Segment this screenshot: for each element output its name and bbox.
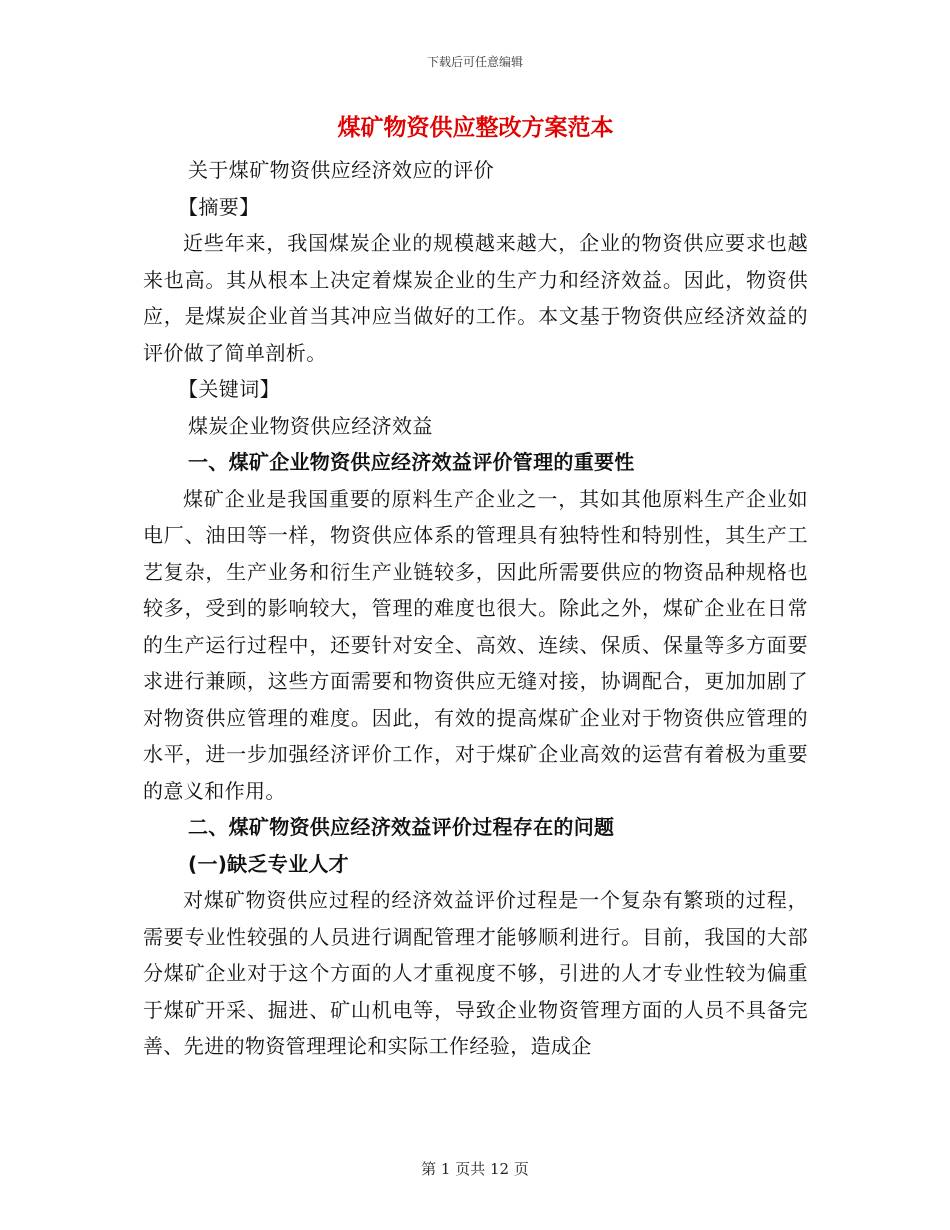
abstract-text: 近些年来，我国煤炭企业的规模越来越大，企业的物资供应要求也越来也高。其从根本上决定着煤炭企业的生产力和经济效益。因此，物资供应，是煤炭企业首当其冲应当做好的工作。本文基于物资供应经济效益的评价做了简单剖析。	[143, 231, 808, 365]
abstract-label	[143, 189, 808, 226]
abstract-label-text: 【摘要】	[178, 194, 260, 219]
section1-text: 煤矿企业是我国重要的原料生产企业之一，其如其他原料生产企业如电厂、油田等一样，物资供应体系的管理具有独特性和特别性，其生产工艺复杂，生产业务和衍生产业链较多，因此所需要供应的物资品种规格也较多，受到的影响较大，管理的难度也很大。除此之外，煤矿企业在日常的生产运行过程中，还要针对安全、高效、连续、保质、保量等多方面要求进行兼顾，这些方面需要和物资供应无缝对接，协调配合，更加加剧了对物资供应管理的难度。因此，有效的提高煤矿企业对于物资供应管理的水平，进一步加强经济评价工作，对于煤矿企业高效的运营有着极为重要的意义和作用。	[143, 486, 808, 803]
document-subtitle: 关于煤矿物资供应经济效应的评价	[188, 158, 494, 182]
header-note: 下载后可任意编辑	[426, 55, 523, 69]
keywords-label-text: 【关键词】	[178, 377, 280, 401]
document-body	[143, 110, 808, 1065]
section2-sub1-heading: (一)缺乏专业人才	[188, 851, 349, 876]
section2-heading: 二、煤矿物资供应经济效益评价过程存在的问题	[188, 815, 615, 839]
keywords-label	[143, 371, 808, 408]
document-title: 煤矿物资供应整改方案范本	[337, 114, 614, 141]
keywords-text: 煤炭企业物资供应经济效益	[188, 413, 433, 438]
section2-sub1-text: 对煤矿物资供应过程的经济效益评价过程是一个复杂有繁琐的过程，需要专业性较强的人员进行调配管理才能够顺利进行。目前，我国的大部分煤矿企业对于这个方面的人才重视度不够，引进的人才专业性较为偏重于煤矿开采、掘进、矿山机电等，导致企业物资管理方面的人员不具备完善、先进的物资管理理论和实际工作经验，造成企	[143, 888, 808, 1058]
section1-heading: 一、煤矿企业物资供应经济效益评价管理的重要性	[188, 450, 635, 474]
page-number: 第 1 页共 12 页	[421, 1160, 529, 1178]
